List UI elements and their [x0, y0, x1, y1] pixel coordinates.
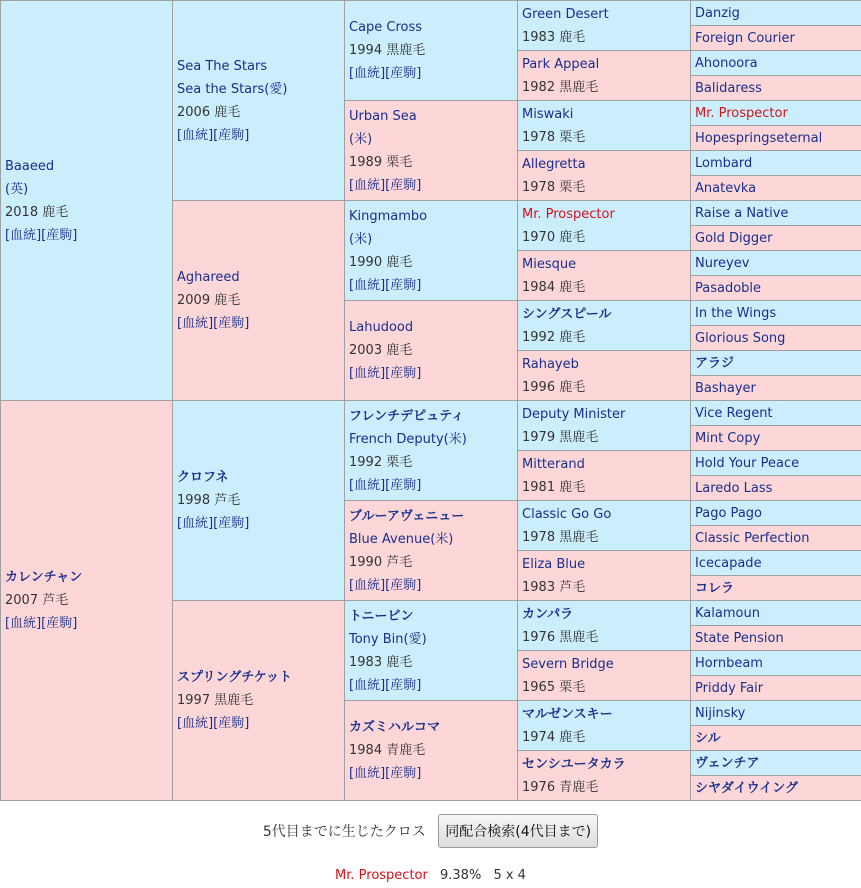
pedigree-links — [349, 62, 513, 85]
pedigree-links — [177, 312, 340, 335]
horse-name-link[interactable]: Balidaress — [695, 80, 762, 96]
gen4-horse-cell — [518, 101, 691, 151]
horse-birth-coat: 2007 芦毛 — [5, 593, 69, 608]
gen5-horse-cell — [691, 201, 861, 226]
horse-name-link[interactable]: クロフネ — [177, 470, 229, 485]
horse-name-link[interactable]: Severn Bridge — [522, 656, 614, 672]
horse-name-link[interactable]: Hopespringseternal — [695, 130, 823, 146]
gen4-horse-cell — [518, 651, 691, 701]
gen5-horse-cell — [691, 526, 861, 551]
horse-name-link[interactable]: Nijinsky — [695, 705, 746, 721]
horse-name-link[interactable]: Lahudood — [349, 320, 414, 335]
horse-birth-coat: 1997 黒鹿毛 — [177, 693, 254, 708]
bloodline-link[interactable]: [血統] — [349, 66, 386, 81]
horse-name-link[interactable]: Kalamoun — [695, 605, 760, 621]
horse-name-link[interactable]: Miswaki — [522, 106, 574, 122]
gen4-horse-cell — [518, 451, 691, 501]
bloodline-link[interactable]: [血統] — [177, 127, 214, 143]
horse-birth-coat: 1983 芦毛 — [522, 579, 586, 595]
offspring-link[interactable]: [産駒] — [385, 66, 422, 81]
horse-birth-coat: 1994 黒鹿毛 — [349, 43, 426, 58]
bloodline-link[interactable]: [血統] — [5, 227, 42, 243]
horse-birth-coat: 1990 鹿毛 — [349, 254, 413, 270]
horse-birth-coat: 1983 鹿毛 — [522, 29, 586, 45]
horse-name-link[interactable]: Mint Copy — [695, 430, 761, 446]
horse-name-link[interactable]: Classic Perfection — [695, 530, 810, 546]
horse-alt-name: Tony Bin(愛) — [349, 631, 427, 647]
horse-birth-coat: 1974 鹿毛 — [522, 729, 586, 745]
offspring-link[interactable]: [産駒] — [385, 677, 422, 693]
horse-name-link[interactable]: Bashayer — [695, 380, 756, 396]
gen4-horse-cell — [518, 1, 691, 51]
same-mating-search-button[interactable]: 同配合検索(4代目まで) — [438, 814, 598, 848]
horse-birth-coat: 2009 鹿毛 — [177, 293, 241, 308]
horse-name-link[interactable]: フレンチデピュティ — [349, 408, 465, 424]
gen4-horse-cell — [518, 201, 691, 251]
horse-birth-coat: 1978 栗毛 — [522, 179, 586, 195]
horse-birth-coat: 1996 鹿毛 — [522, 379, 586, 395]
gen3-horse-cell — [345, 1, 518, 101]
offspring-link[interactable]: [産駒] — [385, 577, 422, 593]
horse-name-link[interactable]: Lombard — [695, 155, 753, 171]
offspring-link[interactable]: [産駒] — [213, 516, 250, 531]
horse-name-link[interactable]: Hold Your Peace — [695, 455, 800, 471]
offspring-link[interactable]: [産駒] — [213, 316, 250, 331]
horse-name-link[interactable]: Danzig — [695, 5, 740, 21]
gen2-horse-cell — [173, 601, 345, 801]
horse-birth-coat: 1990 芦毛 — [349, 554, 413, 570]
pedigree-links — [349, 574, 513, 597]
horse-alt-name: (米) — [349, 231, 373, 247]
horse-name-link[interactable]: Cape Cross — [349, 20, 423, 35]
cross-section — [0, 814, 861, 848]
horse-birth-coat: 2006 鹿毛 — [177, 104, 241, 120]
bloodline-link[interactable]: [血統] — [349, 477, 386, 493]
bloodline-link[interactable]: [血統] — [177, 716, 214, 731]
horse-name-link[interactable]: Urban Sea — [349, 108, 417, 124]
horse-birth-coat: 1984 青鹿毛 — [349, 743, 426, 758]
horse-birth-coat: 1979 黒鹿毛 — [522, 429, 599, 445]
horse-alt-name: Sea the Stars(愛) — [177, 81, 288, 97]
pedigree-links — [349, 274, 513, 297]
horse-name-link[interactable]: Ahonoora — [695, 55, 758, 71]
horse-alt-name: (米) — [349, 131, 373, 147]
horse-name-link[interactable]: Pasadoble — [695, 280, 762, 296]
gen5-horse-cell — [691, 426, 861, 451]
horse-birth-coat: 1998 芦毛 — [177, 493, 241, 508]
gen5-horse-cell — [691, 376, 861, 401]
horse-name-link[interactable]: Nureyev — [695, 255, 750, 271]
cross-label: 5代目までに生じたクロス — [262, 824, 426, 840]
gen4-horse-cell — [518, 51, 691, 101]
horse-name-link[interactable]: Hornbeam — [695, 655, 763, 671]
horse-name-link[interactable]: Kingmambo — [349, 208, 428, 224]
gen5-horse-cell — [691, 301, 861, 326]
horse-name-link[interactable]: Mr. Prospector — [695, 105, 788, 121]
gen5-horse-cell — [691, 601, 861, 626]
gen5-horse-cell — [691, 151, 861, 176]
pedigree-links — [5, 612, 168, 635]
gen4-horse-cell — [518, 601, 691, 651]
pedigree-links — [349, 362, 513, 385]
horse-name-link[interactable]: コレラ — [695, 580, 735, 596]
gen2-horse-cell — [173, 401, 345, 601]
horse-birth-coat: 1992 鹿毛 — [522, 329, 586, 345]
horse-name-link[interactable]: トニービン — [349, 608, 414, 624]
gen3-horse-cell — [345, 101, 518, 201]
gen5-horse-cell — [691, 326, 861, 351]
gen5-horse-cell — [691, 26, 861, 51]
gen5-horse-cell — [691, 251, 861, 276]
gen5-horse-cell — [691, 76, 861, 101]
gen5-horse-cell — [691, 776, 861, 801]
horse-name-link[interactable]: センシユータカラ — [522, 756, 626, 772]
horse-name-link[interactable]: ヴェンチア — [695, 755, 760, 771]
bloodline-link[interactable]: [血統] — [349, 677, 386, 693]
horse-birth-coat: 1976 黒鹿毛 — [522, 629, 599, 645]
horse-birth-coat: 1965 栗毛 — [522, 679, 586, 695]
gen2-horse-cell — [173, 1, 345, 201]
cross-percent: 9.38% — [440, 868, 482, 883]
horse-name-link[interactable]: Laredo Lass — [695, 480, 773, 496]
offspring-link[interactable]: [産駒] — [41, 616, 78, 631]
offspring-link[interactable]: [産駒] — [385, 477, 422, 493]
gen5-horse-cell — [691, 626, 861, 651]
horse-name-link[interactable]: State Pension — [695, 630, 784, 646]
horse-name-link[interactable]: Icecapade — [695, 555, 762, 571]
offspring-link[interactable]: [産駒] — [213, 716, 250, 731]
horse-name-link[interactable]: Gold Digger — [695, 230, 773, 246]
offspring-link[interactable]: [産駒] — [213, 127, 250, 143]
cross-pattern: 5 x 4 — [493, 868, 526, 883]
horse-name-link[interactable]: アラジ — [695, 355, 735, 371]
horse-birth-coat: 1982 黒鹿毛 — [522, 79, 599, 95]
horse-name-link[interactable]: Park Appeal — [522, 56, 600, 72]
horse-name-link[interactable]: Glorious Song — [695, 330, 786, 346]
gen5-horse-cell — [691, 576, 861, 601]
gen1-horse-cell — [1, 1, 173, 401]
horse-name-link[interactable]: Anatevka — [695, 180, 757, 196]
gen5-horse-cell — [691, 476, 861, 501]
horse-name-link[interactable]: Miesque — [522, 256, 577, 272]
pedigree-links — [349, 474, 513, 497]
gen5-horse-cell — [691, 551, 861, 576]
gen5-horse-cell — [691, 501, 861, 526]
gen2-horse-cell — [173, 201, 345, 401]
pedigree-links — [177, 712, 340, 735]
horse-name-link[interactable]: シル — [695, 730, 721, 746]
gen4-horse-cell — [518, 551, 691, 601]
gen4-horse-cell — [518, 751, 691, 801]
bloodline-link[interactable]: [血統] — [349, 177, 386, 193]
offspring-link[interactable]: [産駒] — [385, 177, 422, 193]
offspring-link[interactable]: [産駒] — [385, 277, 422, 293]
cross-horse-link[interactable]: Mr. Prospector — [335, 868, 428, 883]
horse-name-link[interactable]: Green Desert — [522, 6, 609, 22]
horse-birth-coat: 2018 鹿毛 — [5, 204, 69, 220]
gen4-horse-cell — [518, 501, 691, 551]
horse-name-link[interactable]: Foreign Courier — [695, 30, 795, 46]
gen4-horse-cell — [518, 351, 691, 401]
bloodline-link[interactable]: [血統] — [349, 277, 386, 293]
horse-name-link[interactable]: Aghareed — [177, 270, 240, 285]
gen5-horse-cell — [691, 226, 861, 251]
gen3-horse-cell — [345, 701, 518, 801]
bloodline-link[interactable]: [血統] — [177, 516, 214, 531]
horse-name-link[interactable]: Raise a Native — [695, 205, 789, 221]
gen5-horse-cell — [691, 126, 861, 151]
horse-birth-coat: 1978 黒鹿毛 — [522, 529, 599, 545]
horse-name-link[interactable]: マルゼンスキー — [522, 706, 613, 722]
gen3-horse-cell — [345, 301, 518, 401]
offspring-link[interactable]: [産駒] — [385, 366, 422, 381]
horse-birth-coat: 1970 鹿毛 — [522, 229, 586, 245]
gen4-horse-cell — [518, 251, 691, 301]
horse-name-link[interactable]: シングスピール — [522, 306, 612, 322]
horse-birth-coat: 1989 栗毛 — [349, 154, 413, 170]
gen5-horse-cell — [691, 176, 861, 201]
cross-result — [0, 868, 861, 883]
horse-name-link[interactable]: In the Wings — [695, 305, 777, 321]
horse-name-link[interactable]: カズミハルコマ — [349, 720, 441, 735]
bloodline-link[interactable]: [血統] — [5, 616, 42, 631]
gen5-horse-cell — [691, 726, 861, 751]
pedigree-links — [5, 224, 168, 247]
bloodline-link[interactable]: [血統] — [349, 766, 386, 781]
gen3-horse-cell — [345, 401, 518, 501]
horse-name-link[interactable]: Allegretta — [522, 156, 586, 172]
gen5-horse-cell — [691, 451, 861, 476]
horse-birth-coat: 1976 青鹿毛 — [522, 779, 599, 795]
horse-name-link[interactable]: カンパラ — [522, 606, 574, 622]
horse-birth-coat: 1978 栗毛 — [522, 129, 586, 145]
gen3-horse-cell — [345, 601, 518, 701]
horse-birth-coat: 1992 栗毛 — [349, 454, 413, 470]
horse-birth-coat: 1984 鹿毛 — [522, 279, 586, 295]
bloodline-link[interactable]: [血統] — [177, 316, 214, 331]
gen5-horse-cell — [691, 276, 861, 301]
pedigree-links — [349, 674, 513, 697]
horse-name-link[interactable]: スプリングチケット — [177, 670, 293, 685]
offspring-link[interactable]: [産駒] — [41, 227, 78, 243]
gen3-horse-cell — [345, 201, 518, 301]
pedigree-links — [349, 174, 513, 197]
bloodline-link[interactable]: [血統] — [349, 577, 386, 593]
horse-birth-coat: 1981 鹿毛 — [522, 479, 586, 495]
horse-name-link[interactable]: Vice Regent — [695, 405, 773, 421]
horse-name-link[interactable]: Eliza Blue — [522, 556, 586, 572]
gen5-horse-cell — [691, 101, 861, 126]
horse-name-link[interactable]: Priddy Fair — [695, 680, 764, 696]
horse-name-link[interactable]: Classic Go Go — [522, 506, 612, 522]
pedigree-links — [349, 762, 513, 785]
horse-name-link[interactable]: Deputy Minister — [522, 406, 626, 422]
horse-alt-name: Blue Avenue(米) — [349, 531, 454, 547]
horse-birth-coat: 1983 鹿毛 — [349, 654, 413, 670]
horse-name-link[interactable]: ブルーアヴェニュー — [349, 508, 465, 524]
offspring-link[interactable]: [産駒] — [385, 766, 422, 781]
gen4-horse-cell — [518, 301, 691, 351]
horse-name-link[interactable]: シヤダイウイング — [695, 780, 798, 796]
horse-name-link[interactable]: Mr. Prospector — [522, 206, 615, 222]
bloodline-link[interactable]: [血統] — [349, 366, 386, 381]
gen5-horse-cell — [691, 51, 861, 76]
gen4-horse-cell — [518, 701, 691, 751]
gen5-horse-cell — [691, 751, 861, 776]
gen5-horse-cell — [691, 676, 861, 701]
gen5-horse-cell — [691, 701, 861, 726]
gen1-horse-cell — [1, 401, 173, 801]
horse-alt-name: French Deputy(米) — [349, 431, 467, 447]
horse-birth-coat: 2003 鹿毛 — [349, 343, 413, 358]
horse-name-link[interactable]: Mitterand — [522, 456, 585, 472]
gen5-horse-cell — [691, 351, 861, 376]
gen4-horse-cell — [518, 151, 691, 201]
horse-name-link[interactable]: カレンチャン — [5, 570, 83, 585]
gen4-horse-cell — [518, 401, 691, 451]
horse-alt-name: (英) — [5, 181, 29, 197]
gen5-horse-cell — [691, 401, 861, 426]
horse-name-link[interactable]: Baaeed — [5, 158, 55, 174]
gen5-horse-cell — [691, 651, 861, 676]
gen5-horse-cell — [691, 1, 861, 26]
horse-name-link[interactable]: Pago Pago — [695, 505, 762, 521]
pedigree-links — [177, 124, 340, 147]
pedigree-links — [177, 512, 340, 535]
gen3-horse-cell — [345, 501, 518, 601]
horse-name-link[interactable]: Rahayeb — [522, 356, 579, 372]
horse-name-link[interactable]: Sea The Stars — [177, 58, 268, 74]
